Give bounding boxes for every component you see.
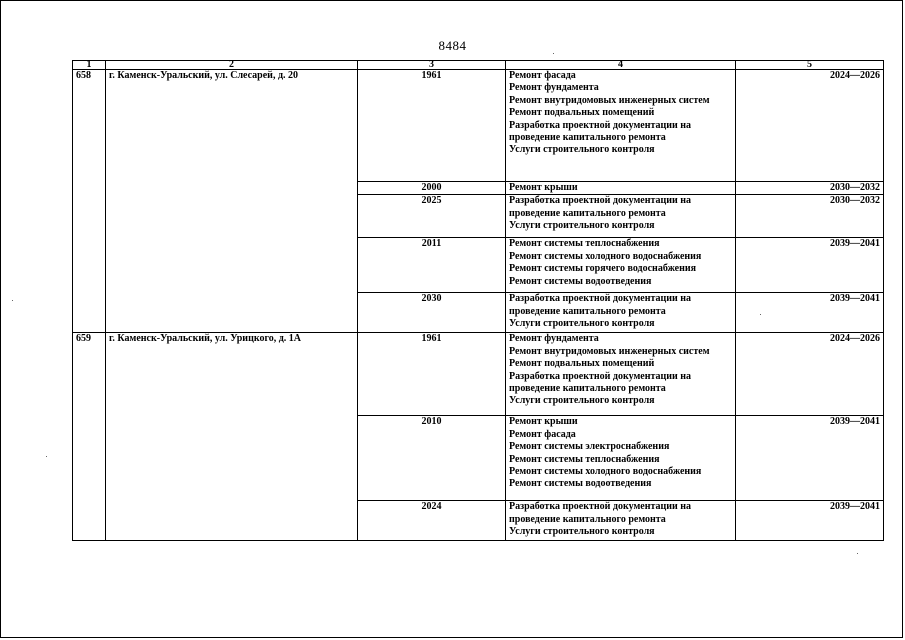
scan-speck — [760, 314, 761, 315]
table-row — [73, 333, 884, 416]
header-col-4: 4 — [506, 61, 736, 70]
works-cell: Ремонт фундамента Ремонт внутридомовых инженерных систем Ремонт подвальных помещений Разработка проектной документации на проведение капитального ремонта Услуги строительного контроля — [506, 333, 736, 416]
period-cell: 2039—2041 — [736, 501, 884, 541]
works-cell: Ремонт фасада Ремонт фундамента Ремонт внутридомовых инженерных систем Ремонт подвальных помещений Разработка проектной документации на проведение капитального ремонта Услуги строительного контроля — [506, 70, 736, 182]
scan-speck — [857, 553, 858, 554]
works-cell: Разработка проектной документации на проведение капитального ремонта Услуги строительного контроля — [506, 293, 736, 333]
period-cell: 2039—2041 — [736, 416, 884, 501]
year-cell: 2010 — [358, 416, 506, 501]
entry-address: г. Каменск-Уральский, ул. Слесарей, д. 20 — [106, 70, 358, 333]
period-cell: 2024—2026 — [736, 333, 884, 416]
header-col-1: 1 — [73, 61, 106, 70]
year-cell: 2024 — [358, 501, 506, 541]
header-col-2: 2 — [106, 61, 358, 70]
year-cell: 2011 — [358, 238, 506, 293]
year-cell: 1961 — [358, 333, 506, 416]
period-cell: 2030—2032 — [736, 182, 884, 195]
scan-speck — [553, 53, 554, 54]
page-number: 8484 — [438, 38, 467, 53]
works-cell: Ремонт крыши Ремонт фасада Ремонт системы электроснабжения Ремонт системы теплоснабжения Ремонт системы холодного водоснабжения Ремонт системы водоотведения — [506, 416, 736, 501]
works-cell: Ремонт крыши — [506, 182, 736, 195]
entry-number: 659 — [73, 333, 106, 541]
period-cell: 2039—2041 — [736, 238, 884, 293]
period-cell: 2024—2026 — [736, 70, 884, 182]
scan-speck — [46, 456, 47, 457]
header-col-3: 3 — [358, 61, 506, 70]
works-cell: Разработка проектной документации на проведение капитального ремонта Услуги строительного контроля — [506, 195, 736, 238]
works-cell: Разработка проектной документации на проведение капитального ремонта Услуги строительного контроля — [506, 501, 736, 541]
entry-number: 658 — [73, 70, 106, 333]
table-row — [73, 70, 884, 182]
capital-repair-table — [72, 60, 884, 541]
header-col-5: 5 — [736, 61, 884, 70]
scan-speck — [12, 300, 13, 301]
period-cell: 2030—2032 — [736, 195, 884, 238]
year-cell: 2025 — [358, 195, 506, 238]
entry-address: г. Каменск-Уральский, ул. Урицкого, д. 1А — [106, 333, 358, 541]
period-cell: 2039—2041 — [736, 293, 884, 333]
year-cell: 2030 — [358, 293, 506, 333]
works-cell: Ремонт системы теплоснабжения Ремонт системы холодного водоснабжения Ремонт системы горячего водоснабжения Ремонт системы водоотведения — [506, 238, 736, 293]
header-row — [73, 61, 884, 70]
year-cell: 2000 — [358, 182, 506, 195]
year-cell: 1961 — [358, 70, 506, 182]
